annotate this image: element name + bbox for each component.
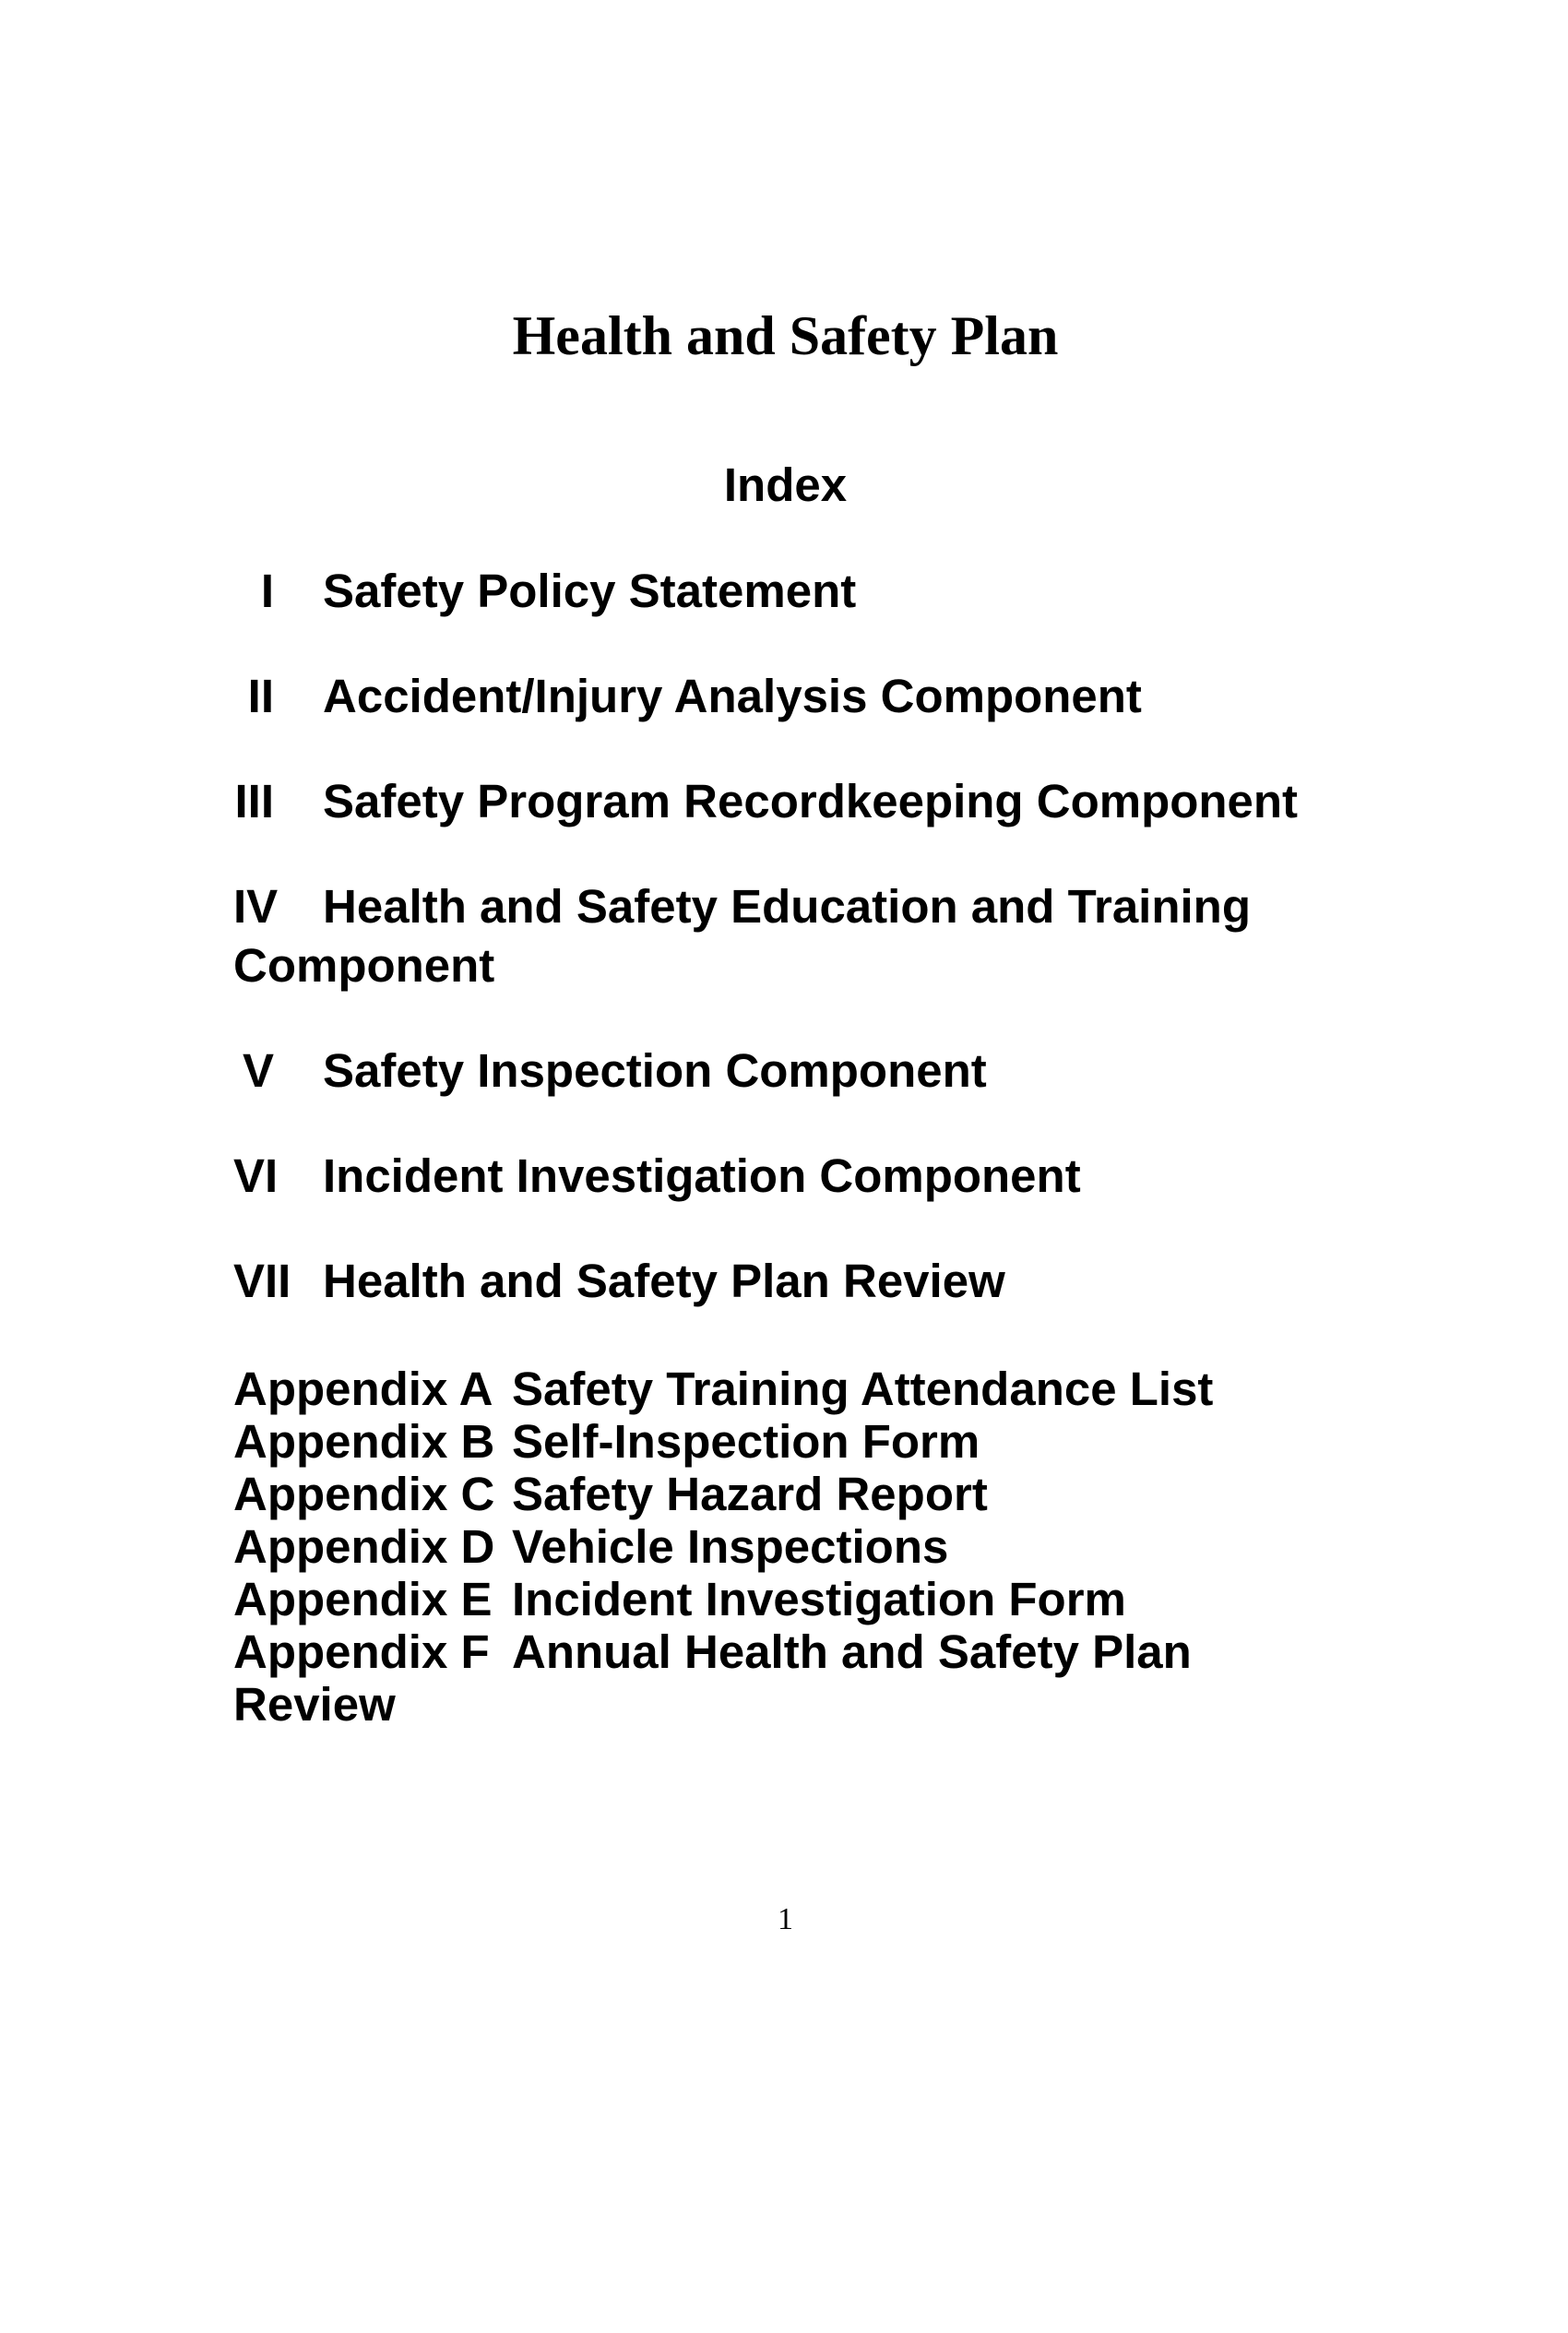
index-item-numeral: IV bbox=[233, 880, 279, 933]
index-item-6 bbox=[233, 1147, 1337, 1206]
appendix-item-id: Appendix D bbox=[233, 1520, 495, 1573]
appendix-item-b bbox=[233, 1415, 1337, 1468]
page-number-footer: 1 bbox=[778, 1902, 793, 1936]
appendix-list bbox=[233, 1363, 1337, 1731]
index-item-label: Safety Inspection Component bbox=[323, 1044, 987, 1097]
appendix-item-id: Appendix F bbox=[233, 1625, 490, 1678]
appendix-item-f bbox=[233, 1625, 1337, 1731]
index-item-4 bbox=[233, 877, 1337, 995]
index-item-1 bbox=[233, 562, 1337, 621]
appendix-item-e bbox=[233, 1573, 1337, 1625]
index-item-numeral: VII bbox=[233, 1255, 291, 1307]
index-item-label: Safety Policy Statement bbox=[323, 565, 857, 617]
index-item-label: Incident Investigation Component bbox=[323, 1149, 1081, 1202]
index-item-numeral: I bbox=[260, 565, 274, 617]
appendix-item-label: Safety Hazard Report bbox=[512, 1468, 988, 1520]
index-item-numeral: VI bbox=[233, 1149, 279, 1202]
index-item-label: Accident/Injury Analysis Component bbox=[323, 670, 1142, 722]
index-item-3 bbox=[233, 772, 1337, 831]
index-list bbox=[233, 562, 1337, 1311]
appendix-item-label: Safety Training Attendance List bbox=[512, 1363, 1214, 1415]
appendix-item-id: Appendix A bbox=[233, 1363, 493, 1415]
appendix-item-id: Appendix C bbox=[233, 1468, 495, 1520]
index-item-label: Health and Safety Education and Training Component bbox=[233, 880, 1251, 992]
appendix-item-label: Self-Inspection Form bbox=[512, 1415, 980, 1468]
index-item-label: Health and Safety Plan Review bbox=[323, 1255, 1005, 1307]
appendix-item-label: Incident Investigation Form bbox=[512, 1573, 1126, 1625]
index-item-5 bbox=[233, 1042, 1337, 1101]
appendix-item-id: Appendix E bbox=[233, 1573, 493, 1625]
index-item-2 bbox=[233, 667, 1337, 726]
index-item-numeral: III bbox=[234, 775, 274, 827]
appendix-item-label: Vehicle Inspections bbox=[512, 1520, 949, 1573]
appendix-item-c bbox=[233, 1468, 1337, 1520]
appendix-item-d bbox=[233, 1520, 1337, 1573]
index-heading: Index bbox=[723, 458, 848, 511]
appendix-item-id: Appendix B bbox=[233, 1415, 495, 1468]
index-item-numeral: V bbox=[242, 1044, 274, 1097]
document-title: Health and Safety Plan bbox=[512, 305, 1059, 366]
appendix-item-label: Annual Health and Safety Plan Review bbox=[233, 1625, 1192, 1731]
index-item-label: Safety Program Recordkeeping Component bbox=[323, 775, 1299, 827]
document-page bbox=[233, 304, 1337, 1938]
index-item-numeral: II bbox=[247, 670, 274, 722]
index-item-7 bbox=[233, 1252, 1337, 1311]
appendix-item-a bbox=[233, 1363, 1337, 1415]
